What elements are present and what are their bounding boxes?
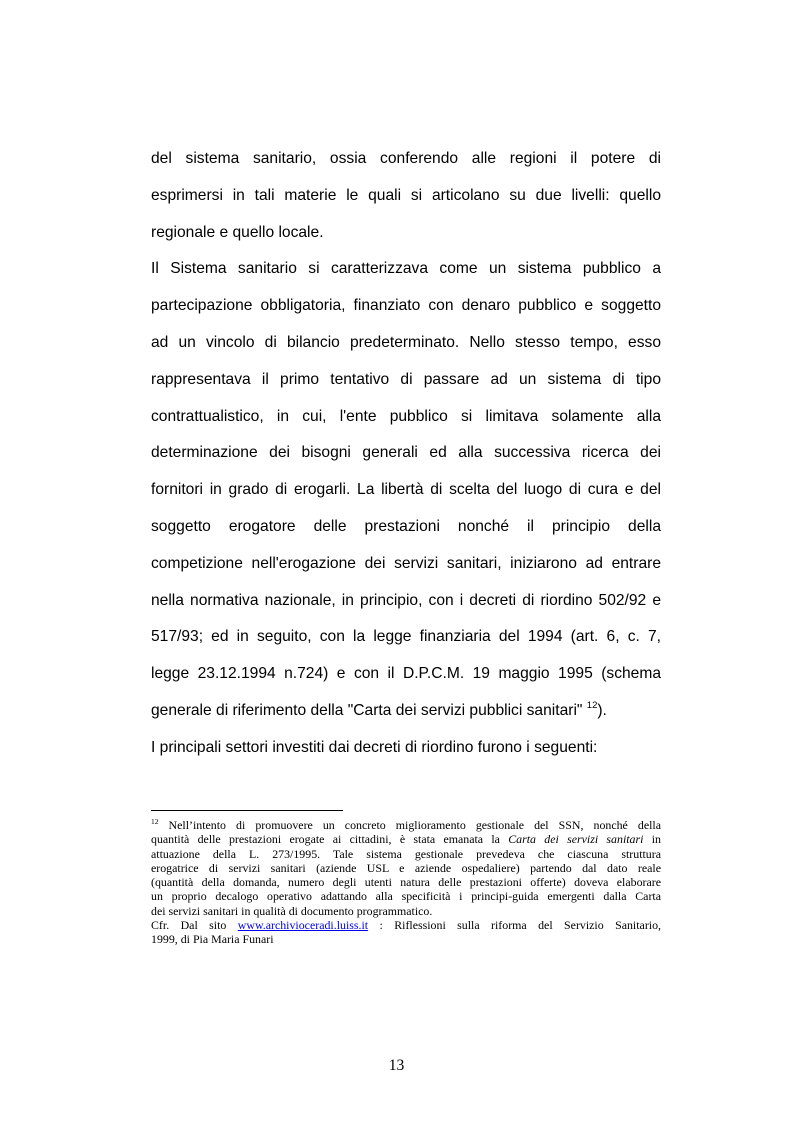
body-line: legge 23.12.1994 n.724) e con il D.P.C.M. 19 maggio 1995 (schema [151, 665, 661, 683]
body-line-text: ). [597, 701, 607, 719]
body-line [151, 693, 661, 730]
page-number: 13 [388, 1057, 405, 1074]
body-line: soggetto erogatore delle prestazioni nonché il principio della [151, 517, 661, 535]
body-line: Il Sistema sanitario si caratterizzava come un sistema pubblico a [151, 260, 661, 278]
body-line: del sistema sanitario, ossia conferendo alle regioni il potere di [151, 150, 661, 167]
body-line: regionale e quello locale. [151, 223, 324, 241]
body-line: I principali settori investiti dai decreti di riordino furono i seguenti: [151, 738, 598, 756]
body-line: nella normativa nazionale, in principio, con i decreti di riordino 502/92 e [151, 591, 661, 609]
body-line: competizione nell'erogazione dei servizi sanitari, iniziarono ad entrare [151, 554, 661, 572]
footnote [151, 818, 661, 947]
footnote-line [151, 818, 661, 832]
footnote-line: dei servizi sanitari in qualità di documento programmatico. [151, 903, 433, 918]
footnote-line: attuazione della L. 273/1995. Tale sistema gestionale prevedeva che ciascuna struttura [151, 846, 661, 861]
body-line: ad un vincolo di bilancio predeterminato. Nello stesso tempo, esso [151, 333, 661, 351]
footnote-number: 12 [151, 817, 159, 826]
footnote-separator [151, 810, 343, 811]
body-line: 517/93; ed in seguito, con la legge finanziaria del 1994 (art. 6, c. 7, [151, 628, 661, 646]
footnote-text: : Riflessioni sulla riforma del Servizio Sanitario, [368, 918, 661, 933]
body-line: fornitori in grado di erogarli. La libertà di scelta del luogo di cura e del [151, 481, 661, 499]
body-line: partecipazione obbligatoria, finanziato con denaro pubblico e soggetto [151, 297, 661, 315]
footnote-citation-line: 1999, di Pia Maria Funari [151, 932, 274, 947]
footnote-text: in [643, 832, 661, 847]
footnote-text: Cfr. Dal sito [151, 918, 238, 933]
footnote-reference[interactable]: 12 [586, 699, 598, 711]
footnote-line: un proprio decalogo operativo adattando alla specificità i principi-guida emergenti dalla Carta [151, 889, 661, 904]
footnote-text: quantità delle prestazioni erogate ai cittadini, è stata emanata la [151, 832, 509, 847]
footnote-line: (quantità della domanda, numero degli utenti natura delle prestazioni offerte) doveva elaborare [151, 875, 661, 890]
body-line: esprimersi in tali materie le quali si articolano su due livelli: quello [151, 186, 661, 204]
footnote-citation-line [151, 918, 661, 932]
body-line: contrattualistico, in cui, l'ente pubblico si limitava solamente alla [151, 407, 661, 425]
footnote-line [151, 832, 661, 846]
body-line-text: generale di riferimento della "Carta dei servizi pubblici sanitari" [151, 701, 587, 719]
body-text [151, 141, 661, 767]
body-line: rappresentava il primo tentativo di passare ad un sistema di tipo [151, 370, 661, 388]
footnote-italic-title: Carta dei servizi sanitari [508, 832, 644, 847]
footnote-line: erogatrice di servizi sanitari (aziende USL e aziende ospedaliere) partendo dal dato reale [151, 860, 661, 875]
archive-website-link[interactable]: www.archivioceradi.luiss.it [237, 918, 369, 933]
footnote-text: Nell’intento di promuovere un concreto miglioramento gestionale del SSN, nonché della [158, 818, 661, 832]
body-line: determinazione dei bisogni generali ed alla successiva ricerca dei [151, 444, 661, 462]
